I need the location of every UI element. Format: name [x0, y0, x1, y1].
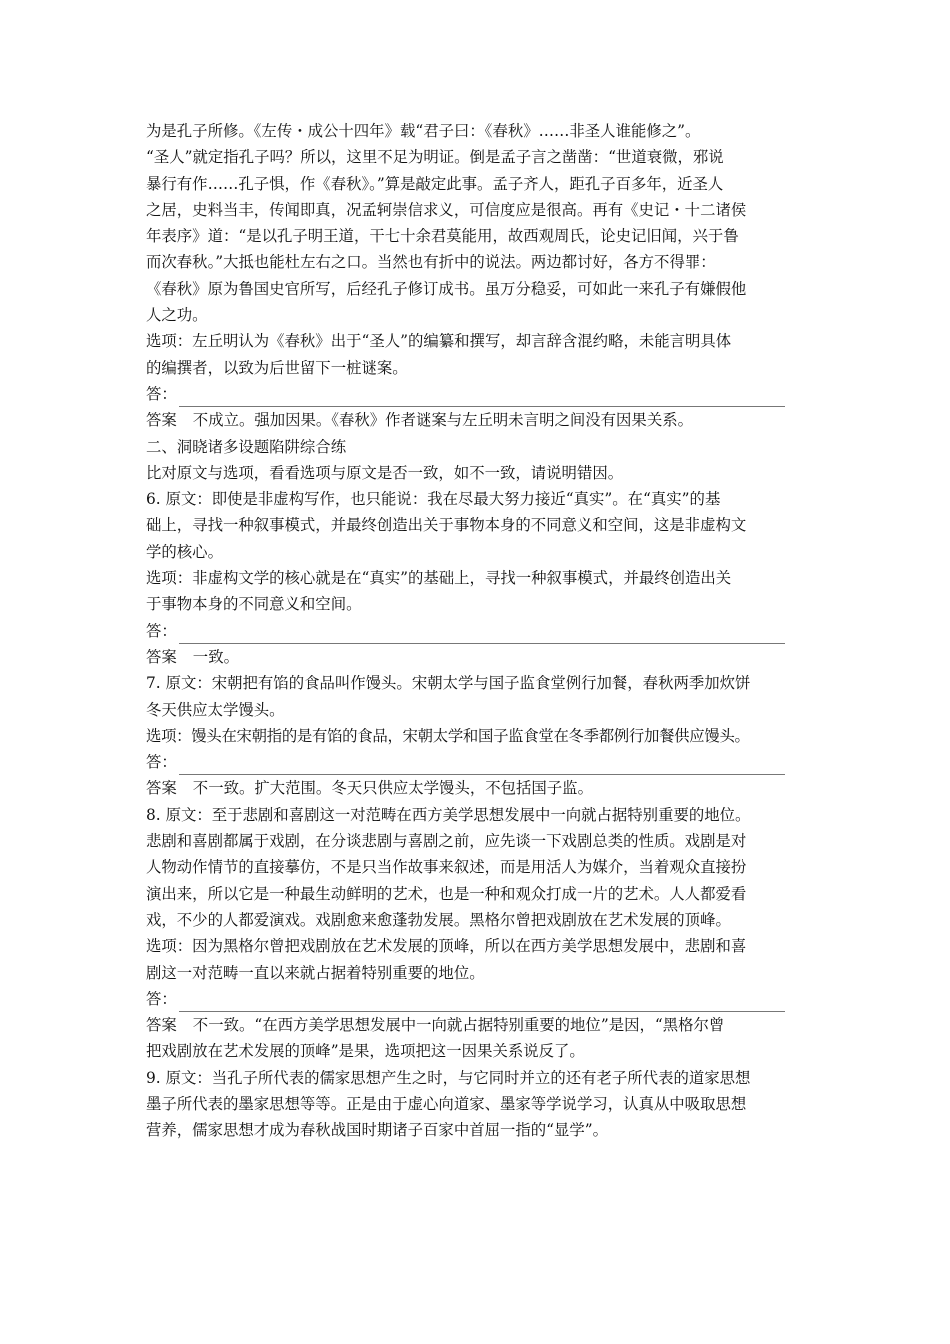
text-line: 年表序》道：“是以孔子明王道，干七十余君莫能用，故西观周氏，论史记旧闻，兴于鲁 [146, 227, 739, 246]
original-line: 戏，不少的人都爱演戏。戏剧愈来愈蓬勃发展。黑格尔曾把戏剧放在艺术发展的顶峰。 [146, 910, 731, 929]
answer-label: 答案 [146, 779, 177, 798]
answer-underline[interactable] [179, 993, 785, 1012]
answer-prompt: 答： [146, 621, 177, 640]
option-line: 剧这一对范畴一直以来就占据着特别重要的地位。 [146, 963, 485, 982]
text-line: 人之功。 [146, 306, 208, 325]
answer-prompt: 答： [146, 384, 177, 403]
answer-blank[interactable] [146, 381, 810, 407]
answer-text: 不成立。强加因果。《春秋》作者谜案与左丘明未言明之间没有因果关系。 [192, 411, 693, 430]
original-line: 础上，寻找一种叙事模式，并最终创造出关于事物本身的不同意义和空间，这是非虚构文 [146, 516, 747, 535]
original-line: 冬天供应太学馒头。 [146, 700, 285, 719]
section-instruction: 比对原文与选项，看看选项与原文是否一致，如不一致，请说明错因。 [146, 463, 624, 482]
answer-text: 一致。 [192, 647, 239, 666]
question-6 [146, 486, 810, 670]
original-line: 7. 原文：宋朝把有馅的食品叫作馒头。宋朝太学与国子监食堂例行加餐，春秋两季加炊饼 [146, 674, 751, 693]
answer-label: 答案 [146, 1016, 177, 1035]
text-line: 之居，史料当丰，传闻即真，况孟轲崇信求义，可信度应是很高。再有《史记・十二诸侯 [146, 200, 747, 219]
answer-underline[interactable] [179, 625, 785, 644]
answer-label: 答案 [146, 411, 177, 430]
original-line: 营养，儒家思想才成为春秋战国时期诸子百家中首屈一指的“显学”。 [146, 1121, 609, 1140]
answer-underline[interactable] [179, 756, 785, 775]
question-8 [146, 802, 810, 1065]
document-page [146, 118, 810, 1144]
answer-key [146, 775, 810, 801]
answer-blank[interactable] [146, 749, 810, 775]
text-line: 《春秋》原为鲁国史官所写，后经孔子修订成书。虽万分稳妥，可如此一来孔子有嫌假他 [146, 279, 747, 298]
text-line: 暴行有作……孔子惧，作《春秋》。”算是敲定此事。孟子齐人，距孔子百多年，近圣人 [146, 174, 724, 193]
question-9 [146, 1065, 810, 1144]
option-line: 选项：馒头在宋朝指的是有馅的食品，宋朝太学和国子监食堂在冬季都例行加餐供应馒头。 [146, 726, 750, 745]
option-line: 选项：因为黑格尔曾把戏剧放在艺术发展的顶峰，所以在西方美学思想发展中，悲剧和喜 [146, 937, 747, 956]
intro-passage [146, 118, 810, 328]
answer-text: 不一致。扩大范围。冬天只供应太学馒头，不包括国子监。 [192, 779, 593, 798]
answer-underline[interactable] [179, 388, 785, 407]
option-line: 的编撰者，以致为后世留下一桩谜案。 [146, 358, 408, 377]
original-line: 9. 原文：当孔子所代表的儒家思想产生之时，与它同时并立的还有老子所代表的道家思想 [146, 1068, 751, 1087]
section-title: 二、洞晓诸多设题陷阱综合练 [146, 437, 347, 456]
answer-prompt: 答： [146, 989, 177, 1008]
answer-text: 不一致。“在西方美学思想发展中一向就占据特别重要的地位”是因，“黑格尔曾 [192, 1016, 725, 1035]
text-line: 为是孔子所修。《左传・成公十四年》载“君子曰：《春秋》……非圣人谁能修之”。 [146, 122, 701, 140]
answer-text-line: 把戏剧放在艺术发展的顶峰”是果，选项把这一因果关系说反了。 [146, 1042, 585, 1061]
option-line: 于事物本身的不同意义和空间。 [146, 595, 362, 614]
answer-key [146, 407, 810, 433]
question-5 [146, 328, 810, 433]
option-line: 选项：非虚构文学的核心就是在“真实”的基础上，寻找一种叙事模式，并最终创造出关 [146, 569, 732, 588]
original-line: 墨子所代表的墨家思想等等。正是由于虚心向道家、墨家等学说学习，认真从中吸取思想 [146, 1094, 747, 1113]
text-line: 而次春秋。”大抵也能杜左右之口。当然也有折中的说法。两边都讨好，各方不得罪： [146, 253, 716, 272]
original-line: 悲剧和喜剧都属于戏剧，在分谈悲剧与喜剧之前，应先谈一下戏剧总类的性质。戏剧是对 [146, 832, 747, 851]
original-line: 学的核心。 [146, 542, 223, 561]
answer-label: 答案 [146, 647, 177, 666]
answer-key [146, 644, 810, 670]
question-7 [146, 670, 810, 801]
answer-blank[interactable] [146, 986, 810, 1012]
original-line: 8. 原文：至于悲剧和喜剧这一对范畴在西方美学思想发展中一向就占据特别重要的地位。 [146, 805, 751, 824]
option-line: 选项：左丘明认为《春秋》出于“圣人”的编纂和撰写，却言辞含混约略，未能言明具体 [146, 332, 732, 351]
answer-prompt: 答： [146, 753, 177, 772]
answer-key [146, 1012, 810, 1038]
text-line: “圣人”就定指孔子吗？所以，这里不足为明证。倒是孟子言之凿凿：“世道衰微，邪说 [146, 148, 724, 167]
answer-blank[interactable] [146, 618, 810, 644]
original-line: 人物动作情节的直接摹仿，不是只当作故事来叙述，而是用活人为媒介，当着观众直接扮 [146, 858, 747, 877]
original-line: 演出来，所以它是一种最生动鲜明的艺术，也是一种和观众打成一片的艺术。人人都爱看 [146, 884, 747, 903]
original-line: 6. 原文：即使是非虚构写作，也只能说：我在尽最大努力接近“真实”。在“真实”的基 [146, 490, 721, 509]
